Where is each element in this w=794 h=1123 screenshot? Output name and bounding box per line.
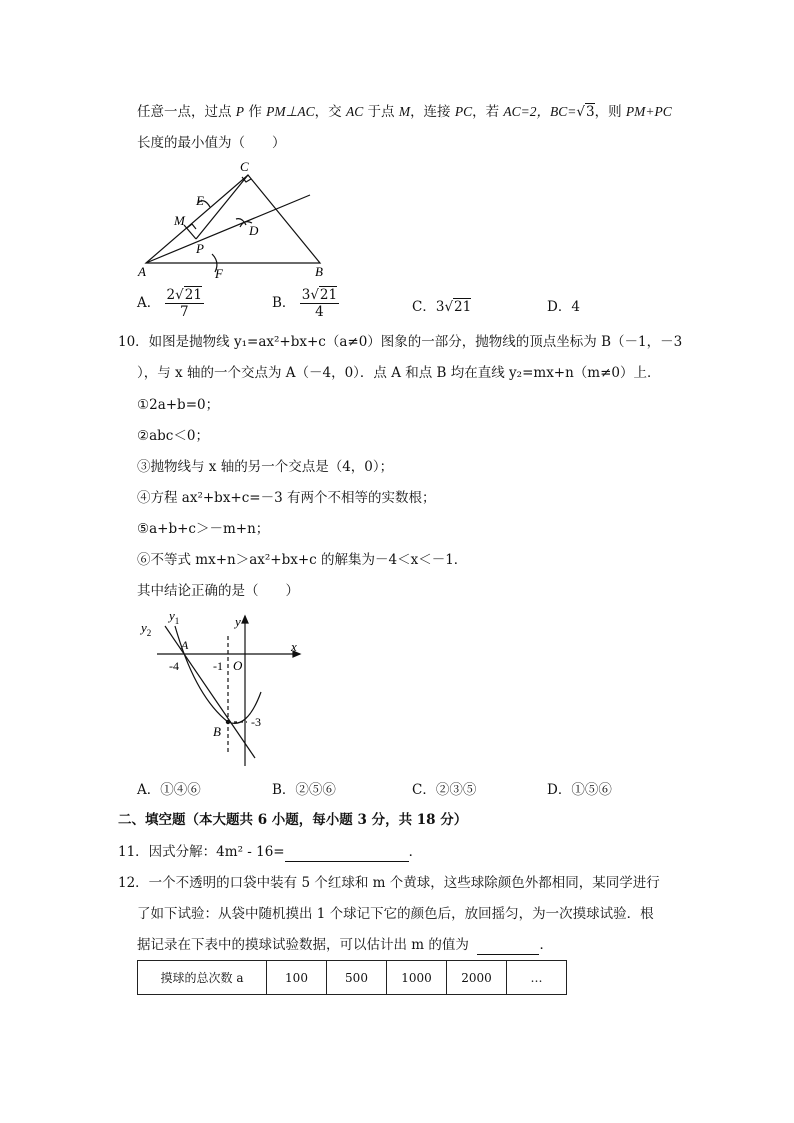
table-header-cell: 摸球的总次数 a xyxy=(138,961,267,995)
q9-line1: 任意一点，过点 P 作 PM⊥AC，交 AC 于点 M，连接 PC，若 AC=2，BC=√3，则 PM+PC xyxy=(137,104,672,120)
angle-bisector-line xyxy=(146,195,310,263)
q12-answer-blank[interactable] xyxy=(477,938,539,955)
q11-answer-blank[interactable] xyxy=(285,845,409,862)
option-b-fraction: $\frac{3√21}{4}$ xyxy=(301,287,338,320)
q9-triangle-figure xyxy=(130,155,360,285)
q11-line xyxy=(118,842,422,862)
triangle-abc xyxy=(146,175,320,263)
trial-table xyxy=(137,960,567,995)
q9-text: ，连接 xyxy=(410,104,455,120)
label-y2: $y_2$ xyxy=(141,620,152,638)
q12-end: ． xyxy=(539,937,553,953)
label-neg4: -4 xyxy=(169,659,179,673)
option-letter: D． xyxy=(547,299,572,315)
frac-radicand: 21 xyxy=(319,287,338,303)
option-a-fraction: $\frac{2√21}{7}$ xyxy=(166,287,202,320)
q9-text: 于点 xyxy=(363,104,399,120)
q10-option-b[interactable]: B．②⑤⑥ xyxy=(272,782,336,798)
q10-statement-2: ②abc＜0； xyxy=(137,428,209,444)
label-neg1: -1 xyxy=(213,659,223,673)
right-angle-mark-m xyxy=(187,224,196,229)
q10-statement-6: ⑥不等式 mx+n＞ax²+bx+c 的解集为－4＜x＜－1． xyxy=(137,552,468,568)
q9-text: ，交 xyxy=(314,104,346,120)
q10-statement-3: ③抛物线与 x 轴的另一个交点是（4，0）； xyxy=(137,459,394,475)
frac-radicand: 21 xyxy=(184,287,202,303)
option-c-coef: 3 xyxy=(435,299,445,315)
table-cell: 1000 xyxy=(387,961,447,995)
q9-option-b[interactable] xyxy=(272,287,339,320)
frac-coef: 2 xyxy=(166,287,176,303)
q9-var-pc: PC xyxy=(454,104,473,119)
q9-line2: 长度的最小值为（ ） xyxy=(137,135,286,151)
q12-line1: 12．一个不透明的口袋中装有 5 个红球和 m 个黄球，这些球除颜色外都相同，某同学进行 xyxy=(118,875,660,891)
frac-den: 7 xyxy=(179,304,189,320)
q9-option-d[interactable] xyxy=(547,295,580,315)
label-neg3: -3 xyxy=(251,715,261,729)
label-y1: $y_1$ xyxy=(169,608,180,626)
label-f: F xyxy=(215,266,223,281)
q12-text: 据记录在下表中的摸球试验数据，可以估计出 m 的值为 xyxy=(137,937,469,953)
option-letter: C． xyxy=(412,299,436,315)
q10-line1: 10．如图是抛物线 y₁=ax²+bx+c（a≠0）图象的一部分，抛物线的顶点坐标为 B（－1，－3 xyxy=(118,334,683,350)
label-e: E xyxy=(196,193,204,208)
q10-option-a[interactable]: A．①④⑥ xyxy=(137,782,201,798)
q9-math-pm-perp-ac: PM⊥AC xyxy=(266,104,315,119)
q11-text: 11．因式分解：4m² - 16= xyxy=(118,844,285,860)
q9-text: 任意一点，过点 xyxy=(137,104,236,120)
q9-var-ac: AC xyxy=(345,104,364,119)
label-y: y xyxy=(235,614,241,629)
table-cell: … xyxy=(507,961,567,995)
q9-text: ，若 xyxy=(472,104,504,120)
y-axis-arrow xyxy=(242,616,248,623)
label-o: O xyxy=(233,658,243,673)
label-p: P xyxy=(196,241,204,256)
q9-bc-eq: BC= xyxy=(550,104,577,119)
q10-option-d[interactable]: D．①⑤⑥ xyxy=(547,782,612,798)
option-letter: A． xyxy=(137,295,161,311)
q9-var-m: M xyxy=(398,104,411,119)
line-y2 xyxy=(165,626,255,758)
label-d: D xyxy=(249,223,259,238)
option-letter: B． xyxy=(272,295,296,311)
q10-parabola-figure xyxy=(135,606,315,776)
q9-option-c[interactable]: C．3√21 xyxy=(412,299,472,315)
section-2-title: 二、填空题（本大题共 6 小题，每小题 3 分，共 18 分） xyxy=(118,812,468,828)
q12-line3 xyxy=(137,935,553,955)
label-x: x xyxy=(291,639,297,654)
q10-option-c[interactable]: C．②③⑤ xyxy=(412,782,477,798)
label-b: B xyxy=(213,724,221,739)
table-cell: 100 xyxy=(267,961,327,995)
label-m: M xyxy=(174,213,185,228)
option-c-radicand: 21 xyxy=(454,299,472,315)
q11-end: ． xyxy=(408,844,423,860)
q12-line2: 了如下试验：从袋中随机摸出 1 个球记下它的颜色后，放回摇匀，为一次摸球试验．根 xyxy=(137,906,654,922)
q9-pm-plus-pc: PM+PC xyxy=(625,104,672,119)
q10-statement-1: ①2a+b=0； xyxy=(137,397,220,413)
table-cell: 500 xyxy=(327,961,387,995)
label-b: B xyxy=(315,264,323,279)
q9-ac-eq: AC=2， xyxy=(503,104,551,119)
q9-var-p: P xyxy=(235,104,245,119)
q9-text: 作 xyxy=(244,104,267,120)
frac-den: 4 xyxy=(315,304,324,320)
q9-sqrt3: 3 xyxy=(586,104,595,120)
label-c: C xyxy=(240,159,249,174)
table-cell: 2000 xyxy=(447,961,507,995)
q10-line2: ），与 x 轴的一个交点为 A（－4，0）．点 A 和点 B 均在直线 y₂=mx+n（m≠0）上． xyxy=(137,365,661,381)
table-row xyxy=(138,961,567,995)
label-a: A xyxy=(138,264,146,279)
label-a: A xyxy=(181,638,189,652)
q10-statement-4: ④方程 ax²+bx+c=－3 有两个不相等的实数根； xyxy=(137,490,436,506)
point-b xyxy=(226,720,230,724)
option-d-value: 4 xyxy=(571,299,580,315)
q10-statement-5: ⑤a+b+c＞－m+n； xyxy=(137,521,270,537)
q10-question: 其中结论正确的是（ ） xyxy=(137,583,299,599)
q9-option-a[interactable] xyxy=(137,287,204,320)
q9-text: ，则 xyxy=(594,104,626,120)
frac-coef: 3 xyxy=(301,287,311,303)
